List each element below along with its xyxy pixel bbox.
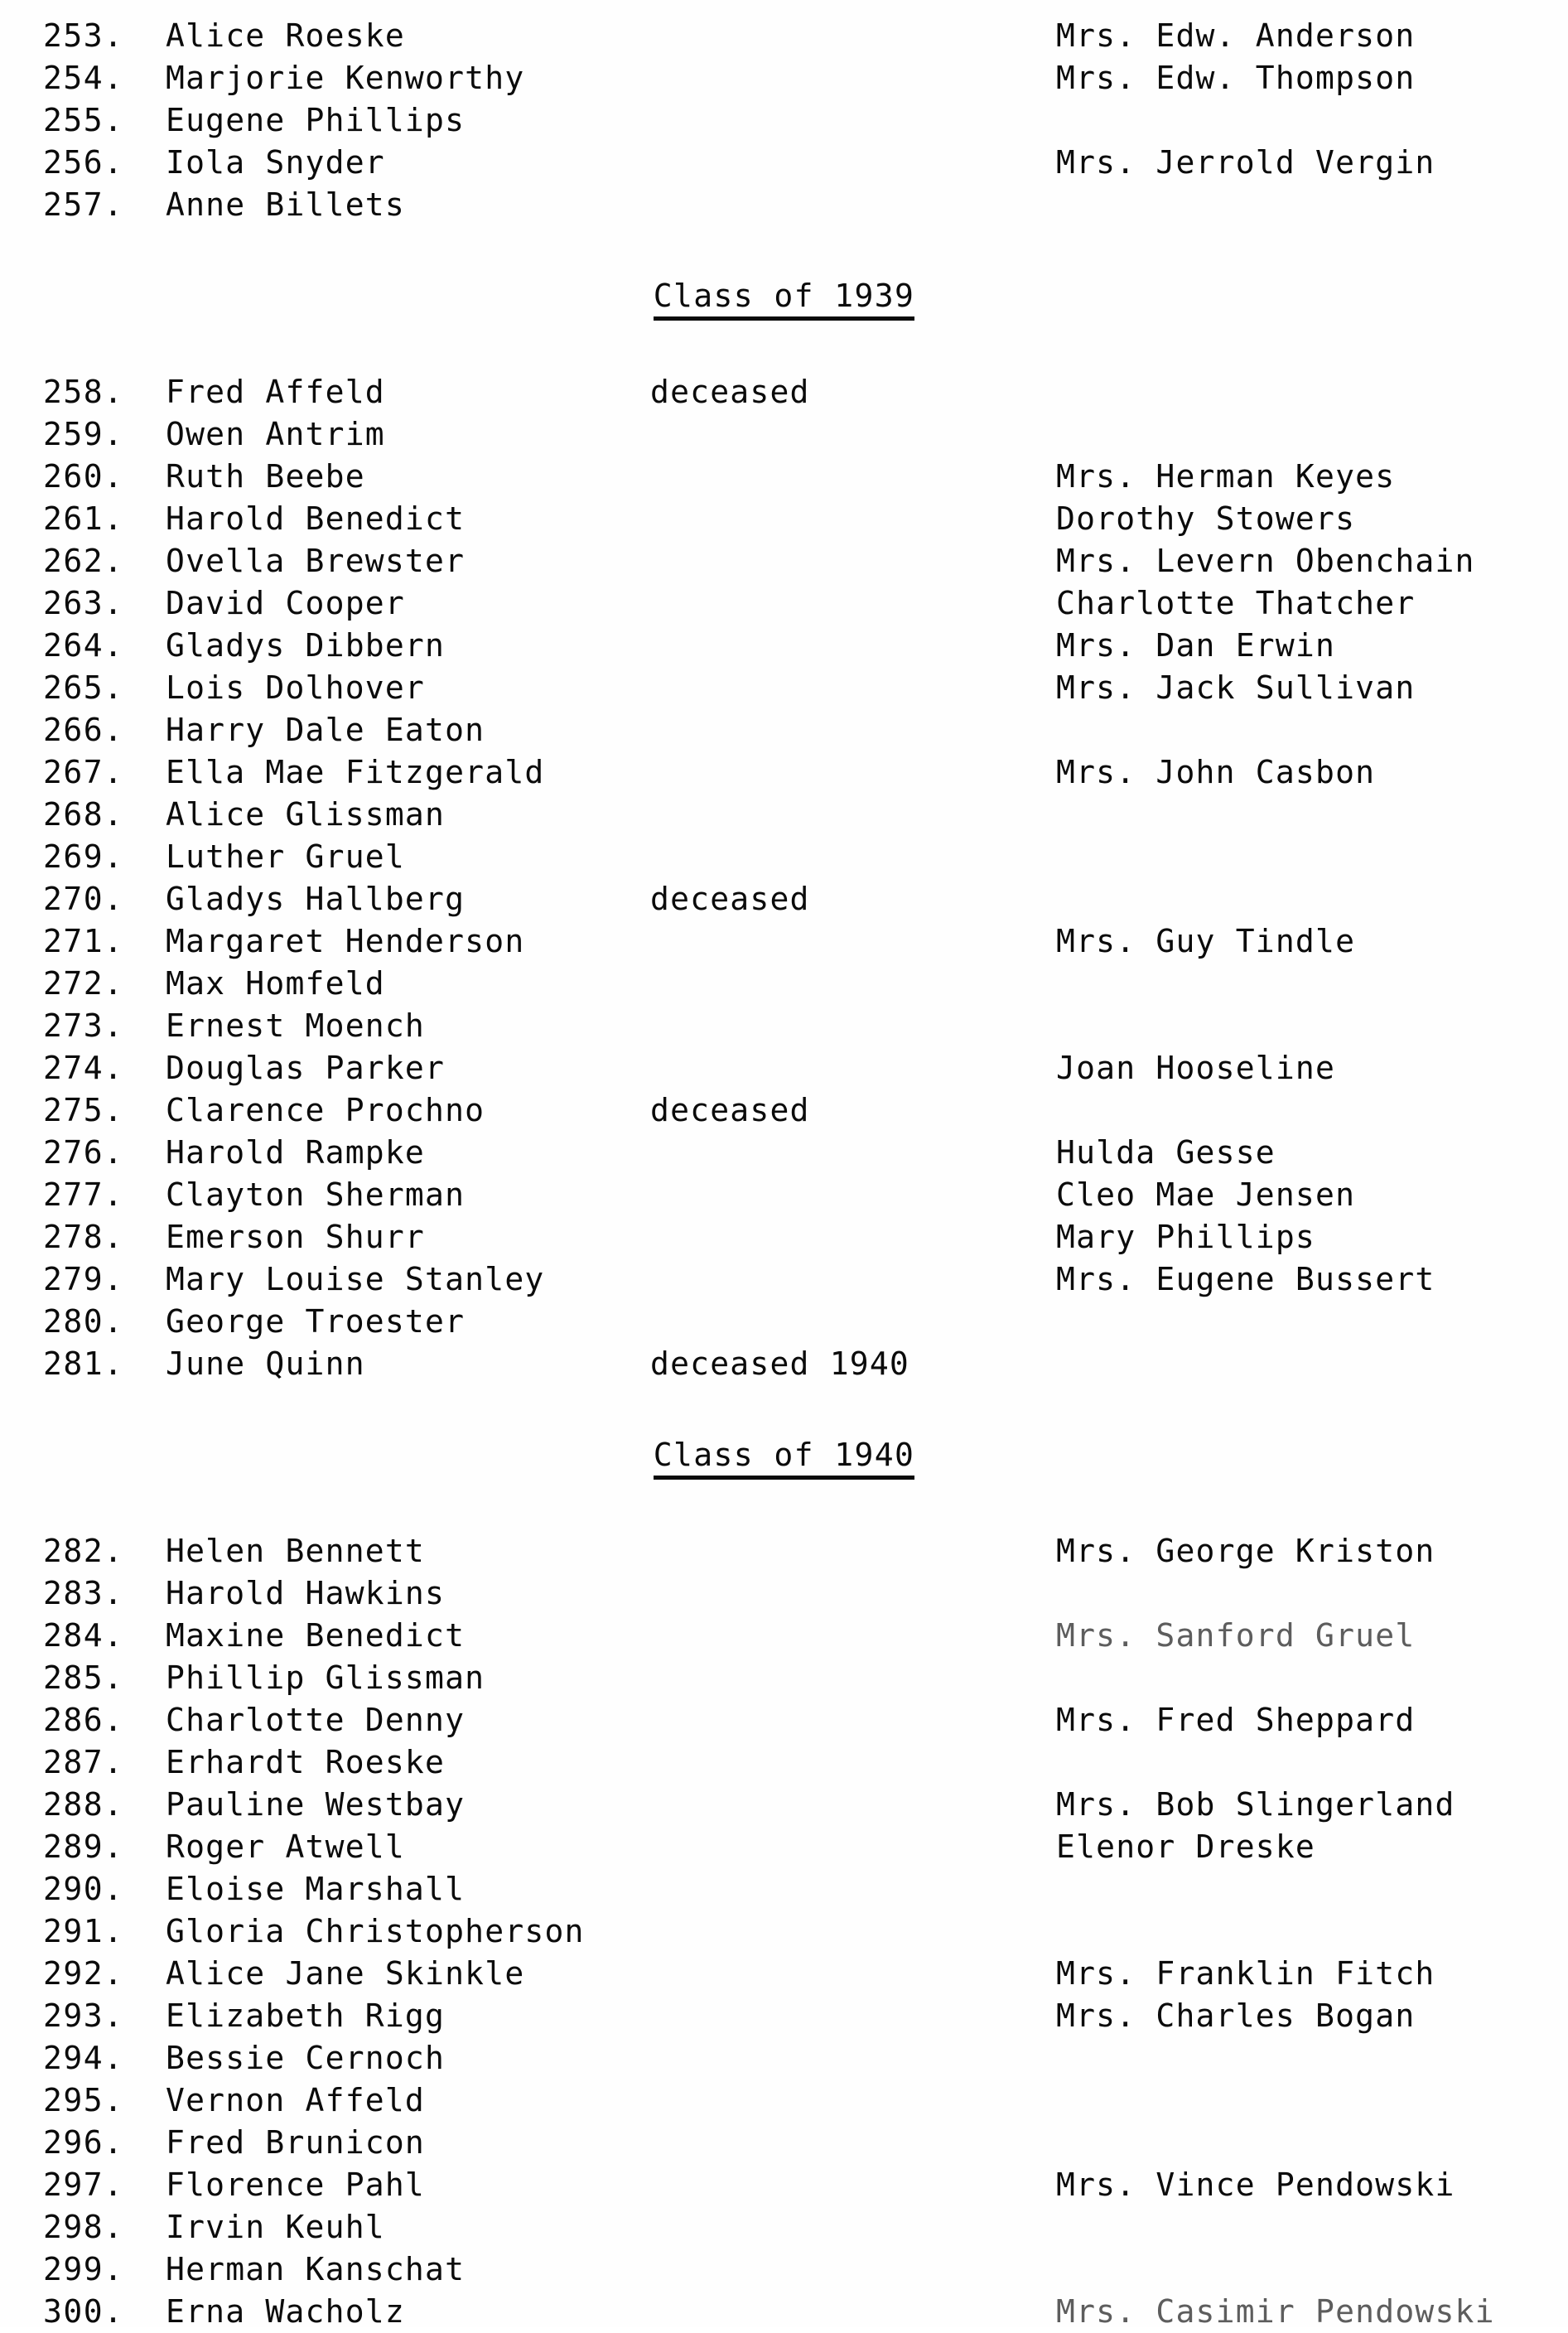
- roster-row: [0, 836, 1568, 878]
- entry-name: Vernon Affeld: [166, 2082, 426, 2118]
- roster-row: [0, 2206, 1568, 2248]
- entry-name: Maxine Benedict: [166, 1617, 466, 1654]
- entry-number: 277.: [43, 1176, 124, 1213]
- entry-number: 282.: [43, 1533, 124, 1569]
- entry-number: 283.: [43, 1575, 124, 1611]
- entry-name: Marjorie Kenworthy: [166, 60, 525, 96]
- entry-number: 253.: [43, 17, 124, 54]
- entry-number: 280.: [43, 1303, 124, 1340]
- entry-status: deceased: [650, 881, 810, 917]
- entry-name: Alice Jane Skinkle: [166, 1955, 525, 1992]
- entry-name: Harold Hawkins: [166, 1575, 446, 1611]
- roster-row: [0, 1910, 1568, 1953]
- entry-number: 292.: [43, 1955, 124, 1992]
- entry-married-name: Joan Hooseline: [1056, 1050, 1336, 1086]
- entry-name: Mary Louise Stanley: [166, 1261, 545, 1297]
- entry-number: 278.: [43, 1219, 124, 1255]
- entry-number: 291.: [43, 1913, 124, 1949]
- roster-row: [0, 142, 1568, 184]
- entry-number: 269.: [43, 838, 124, 875]
- roster-row: [0, 2291, 1568, 2333]
- entry-name: Florence Pahl: [166, 2166, 426, 2203]
- roster-row: [0, 1343, 1568, 1385]
- entry-number: 276.: [43, 1134, 124, 1171]
- entry-number: 275.: [43, 1092, 124, 1128]
- entry-name: Pauline Westbay: [166, 1786, 466, 1823]
- roster-row: [0, 667, 1568, 709]
- entry-married-name: Dorothy Stowers: [1056, 500, 1356, 537]
- entry-number: 256.: [43, 144, 124, 181]
- roster-row: [0, 371, 1568, 413]
- roster-row: [0, 2248, 1568, 2291]
- entry-status: deceased 1940: [650, 1345, 910, 1382]
- roster-row: [0, 963, 1568, 1005]
- entry-number: 271.: [43, 923, 124, 959]
- entry-number: 273.: [43, 1007, 124, 1044]
- roster-row: [0, 99, 1568, 142]
- entry-name: Fred Affeld: [166, 374, 385, 410]
- entry-number: 297.: [43, 2166, 124, 2203]
- entry-number: 260.: [43, 458, 124, 495]
- roster-row: [0, 540, 1568, 582]
- entry-name: Alice Roeske: [166, 17, 405, 54]
- entry-number: 284.: [43, 1617, 124, 1654]
- entry-married-name: Mrs. Herman Keyes: [1056, 458, 1396, 495]
- entry-married-name: Mrs. Jerrold Vergin: [1056, 144, 1435, 181]
- entry-name: Clayton Sherman: [166, 1176, 466, 1213]
- entry-name: Emerson Shurr: [166, 1219, 426, 1255]
- entry-number: 299.: [43, 2251, 124, 2287]
- roster-row: [0, 1953, 1568, 1995]
- entry-name: Harold Benedict: [166, 500, 466, 537]
- entry-number: 300.: [43, 2293, 124, 2330]
- entry-name: Irvin Keuhl: [166, 2209, 385, 2245]
- entry-married-name: Mrs. Bob Slingerland: [1056, 1786, 1455, 1823]
- entry-name: Erna Wacholz: [166, 2293, 405, 2330]
- entry-number: 285.: [43, 1659, 124, 1696]
- entry-name: Elizabeth Rigg: [166, 1997, 446, 2034]
- entry-married-name: Mrs. Edw. Thompson: [1056, 60, 1416, 96]
- roster-row: [0, 1530, 1568, 1572]
- entry-married-name: Mrs. Charles Bogan: [1056, 1997, 1416, 2034]
- roster-row: [0, 709, 1568, 751]
- roster-row: [0, 1301, 1568, 1343]
- roster-row: [0, 1174, 1568, 1216]
- entry-name: Eloise Marshall: [166, 1871, 466, 1907]
- entry-status: deceased: [650, 374, 810, 410]
- roster-row: [0, 625, 1568, 667]
- entry-married-name: Mrs. George Kriston: [1056, 1533, 1435, 1569]
- entry-name: George Troester: [166, 1303, 466, 1340]
- entry-name: Gladys Hallberg: [166, 881, 466, 917]
- roster-row: [0, 1784, 1568, 1826]
- class-header-label: Class of 1939: [654, 278, 915, 321]
- roster-row: [0, 1047, 1568, 1089]
- entry-number: 293.: [43, 1997, 124, 2034]
- roster-row: [0, 1005, 1568, 1047]
- entry-number: 286.: [43, 1702, 124, 1738]
- entry-name: Roger Atwell: [166, 1828, 405, 1865]
- roster-row: [0, 751, 1568, 794]
- entry-name: Harry Dale Eaton: [166, 712, 485, 748]
- entry-name: Owen Antrim: [166, 416, 385, 452]
- entry-number: 289.: [43, 1828, 124, 1865]
- roster-row: [0, 1089, 1568, 1132]
- entry-married-name: Charlotte Thatcher: [1056, 585, 1416, 621]
- entry-number: 274.: [43, 1050, 124, 1086]
- entry-name: Harold Rampke: [166, 1134, 426, 1171]
- entry-number: 279.: [43, 1261, 124, 1297]
- entry-name: Alice Glissman: [166, 796, 446, 833]
- roster-row: [0, 2037, 1568, 2079]
- roster-row: [0, 1868, 1568, 1910]
- class-header: [0, 1437, 1568, 1480]
- entry-married-name: Elenor Dreske: [1056, 1828, 1316, 1865]
- entry-name: Luther Gruel: [166, 838, 405, 875]
- entry-name: Phillip Glissman: [166, 1659, 485, 1696]
- entry-name: Eugene Phillips: [166, 102, 466, 138]
- entry-number: 266.: [43, 712, 124, 748]
- entry-name: Ella Mae Fitzgerald: [166, 754, 545, 790]
- roster-row: [0, 2122, 1568, 2164]
- roster-row: [0, 878, 1568, 920]
- roster-row: [0, 2079, 1568, 2122]
- entry-married-name: Hulda Gesse: [1056, 1134, 1276, 1171]
- entry-number: 287.: [43, 1744, 124, 1780]
- entry-name: Gloria Christopherson: [166, 1913, 585, 1949]
- roster-row: [0, 1699, 1568, 1741]
- entry-married-name: Mrs. Casimir Pendowski: [1056, 2293, 1495, 2330]
- class-header: [0, 278, 1568, 321]
- roster-row: [0, 413, 1568, 456]
- entry-status: deceased: [650, 1092, 810, 1128]
- entry-number: 288.: [43, 1786, 124, 1823]
- entry-number: 258.: [43, 374, 124, 410]
- roster-row: [0, 1741, 1568, 1784]
- roster-row: [0, 920, 1568, 963]
- entry-number: 270.: [43, 881, 124, 917]
- entry-number: 263.: [43, 585, 124, 621]
- entry-married-name: Mrs. Fred Sheppard: [1056, 1702, 1416, 1738]
- entry-name: Bessie Cernoch: [166, 2040, 446, 2076]
- entry-name: Fred Brunicon: [166, 2124, 426, 2161]
- entry-number: 268.: [43, 796, 124, 833]
- entry-married-name: Mrs. Edw. Anderson: [1056, 17, 1416, 54]
- entry-name: Ruth Beebe: [166, 458, 365, 495]
- entry-married-name: Mrs. Levern Obenchain: [1056, 543, 1475, 579]
- entry-number: 259.: [43, 416, 124, 452]
- entry-number: 254.: [43, 60, 124, 96]
- roster-row: [0, 1657, 1568, 1699]
- entry-number: 265.: [43, 669, 124, 706]
- entry-married-name: Mrs. Sanford Gruel: [1056, 1617, 1416, 1654]
- entry-number: 295.: [43, 2082, 124, 2118]
- roster-row: [0, 1216, 1568, 1258]
- entry-married-name: Mrs. Vince Pendowski: [1056, 2166, 1455, 2203]
- roster-row: [0, 456, 1568, 498]
- entry-married-name: Mrs. Eugene Bussert: [1056, 1261, 1435, 1297]
- roster-row: [0, 794, 1568, 836]
- entry-name: David Cooper: [166, 585, 405, 621]
- entry-name: Charlotte Denny: [166, 1702, 466, 1738]
- entry-number: 296.: [43, 2124, 124, 2161]
- roster-row: [0, 1572, 1568, 1615]
- entry-number: 262.: [43, 543, 124, 579]
- entry-name: Margaret Henderson: [166, 923, 525, 959]
- entry-married-name: Mrs. Franklin Fitch: [1056, 1955, 1435, 1992]
- entry-name: Lois Dolhover: [166, 669, 426, 706]
- entry-name: Helen Bennett: [166, 1533, 426, 1569]
- entry-name: Iola Snyder: [166, 144, 385, 181]
- entry-married-name: Mrs. Jack Sullivan: [1056, 669, 1416, 706]
- roster-row: [0, 57, 1568, 99]
- entry-number: 255.: [43, 102, 124, 138]
- entry-name: Clarence Prochno: [166, 1092, 485, 1128]
- entry-married-name: Mary Phillips: [1056, 1219, 1316, 1255]
- roster-row: [0, 498, 1568, 540]
- entry-name: Anne Billets: [166, 186, 405, 223]
- entry-name: Erhardt Roeske: [166, 1744, 446, 1780]
- entry-number: 281.: [43, 1345, 124, 1382]
- entry-name: Ovella Brewster: [166, 543, 466, 579]
- entry-number: 257.: [43, 186, 124, 223]
- entry-married-name: Mrs. Dan Erwin: [1056, 627, 1336, 664]
- entry-name: Gladys Dibbern: [166, 627, 446, 664]
- entry-name: June Quinn: [166, 1345, 365, 1382]
- roster-row: [0, 582, 1568, 625]
- roster-row: [0, 2164, 1568, 2206]
- entry-married-name: Mrs. John Casbon: [1056, 754, 1376, 790]
- entry-number: 267.: [43, 754, 124, 790]
- entry-married-name: Cleo Mae Jensen: [1056, 1176, 1356, 1213]
- roster-row: [0, 184, 1568, 226]
- roster-row: [0, 1826, 1568, 1868]
- entry-number: 290.: [43, 1871, 124, 1907]
- entry-number: 272.: [43, 965, 124, 1002]
- entry-name: Ernest Moench: [166, 1007, 426, 1044]
- class-header-label: Class of 1940: [654, 1437, 915, 1480]
- entry-name: Herman Kanschat: [166, 2251, 466, 2287]
- roster-row: [0, 1615, 1568, 1657]
- entry-number: 261.: [43, 500, 124, 537]
- roster-row: [0, 1258, 1568, 1301]
- roster-row: [0, 1995, 1568, 2037]
- entry-number: 294.: [43, 2040, 124, 2076]
- entry-number: 264.: [43, 627, 124, 664]
- entry-number: 298.: [43, 2209, 124, 2245]
- entry-name: Max Homfeld: [166, 965, 385, 1002]
- entry-married-name: Mrs. Guy Tindle: [1056, 923, 1356, 959]
- entry-name: Douglas Parker: [166, 1050, 446, 1086]
- roster-row: [0, 1132, 1568, 1174]
- roster-row: [0, 15, 1568, 57]
